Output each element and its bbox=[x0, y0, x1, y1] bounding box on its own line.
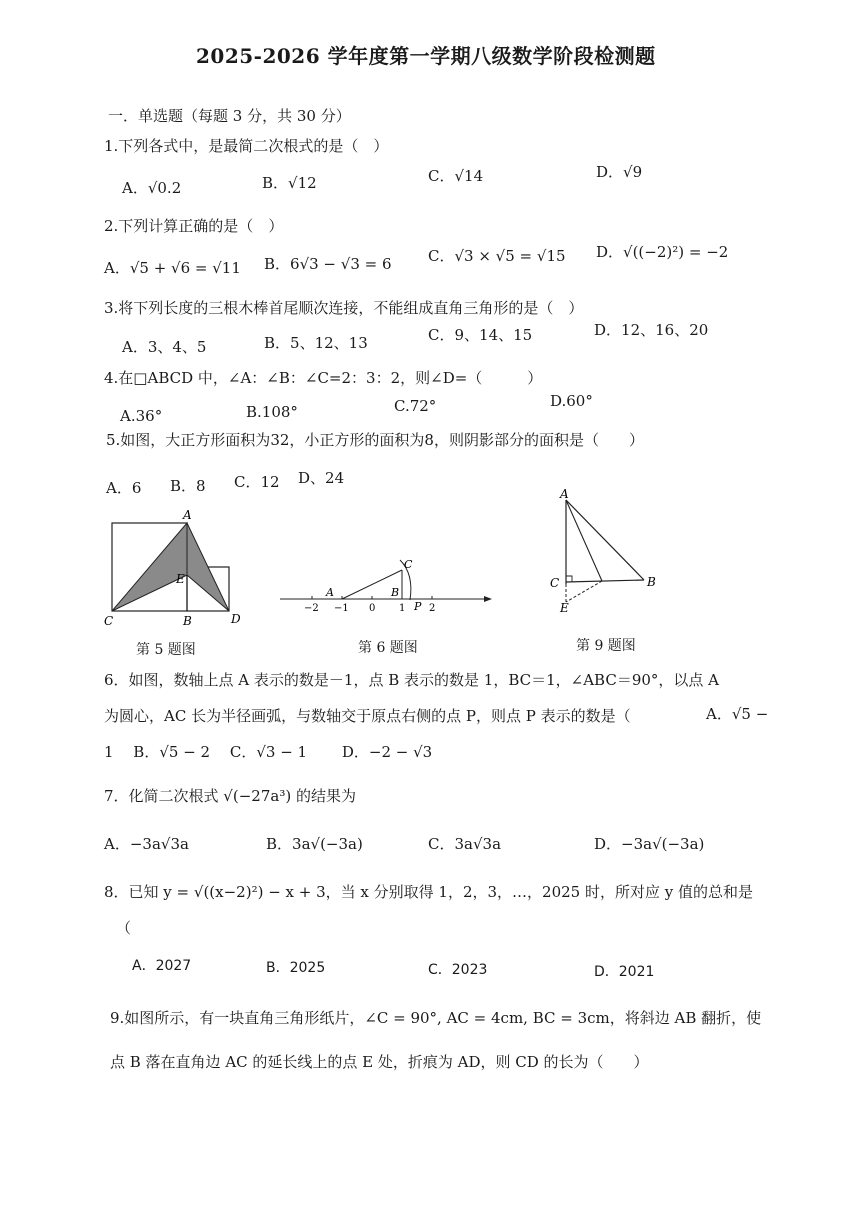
q7-option-c[interactable]: C．3a√3a bbox=[428, 835, 502, 853]
q8-option-d[interactable]: D．2021 bbox=[594, 964, 655, 980]
q4-stem: 4.在□ABCD 中，∠A：∠B：∠C=2：3：2，则∠D=（ ） bbox=[104, 369, 543, 387]
q4-option-d[interactable]: D.60° bbox=[550, 392, 593, 410]
q8-option-c[interactable]: C．2023 bbox=[428, 962, 488, 978]
figure-5-squares bbox=[100, 505, 250, 635]
q8-option-b[interactable]: B．2025 bbox=[266, 960, 326, 976]
fig5-caption: 第 5 题图 bbox=[136, 642, 196, 658]
q5-option-d[interactable]: D、24 bbox=[298, 469, 345, 487]
q5-option-c[interactable]: C．12 bbox=[234, 473, 280, 491]
q4-option-c[interactable]: C.72° bbox=[394, 397, 437, 415]
fig5-label-c: C bbox=[104, 614, 114, 628]
fig6-label-b: B bbox=[391, 586, 400, 599]
q8-stem: 8．已知 y = √((x−2)²) − x + 3，当 x 分别取得 1，2，3，…，2025 时，所对应 y 值的总和是 bbox=[104, 883, 754, 901]
fig6-caption: 第 6 题图 bbox=[358, 640, 418, 656]
q1-option-d[interactable]: D．√9 bbox=[596, 163, 643, 181]
fig6-tick-neg1: −1 bbox=[334, 603, 349, 614]
fig6-label-c: C bbox=[404, 558, 413, 571]
q8-paren: （ bbox=[116, 919, 132, 937]
q6-line3-options[interactable]: 1 B．√5 − 2 C．√3 − 1 D．−2 − √3 bbox=[104, 743, 433, 761]
exam-title: 2025-2026 学年度第一学期八级数学阶段检测题 bbox=[196, 44, 656, 68]
q8-option-a[interactable]: A．2027 bbox=[132, 958, 192, 974]
q2-option-c[interactable]: C．√3 × √5 = √15 bbox=[428, 247, 566, 265]
fig9-label-c: C bbox=[550, 576, 560, 590]
q5-stem: 5.如图，大正方形面积为32，小正方形的面积为8，则阴影部分的面积是（ ） bbox=[106, 431, 644, 449]
fig5-label-b: B bbox=[183, 614, 192, 628]
q7-option-a[interactable]: A．−3a√3a bbox=[104, 835, 189, 853]
q3-option-b[interactable]: B．5、12、13 bbox=[264, 334, 368, 352]
q5-option-a[interactable]: A．6 bbox=[106, 479, 142, 497]
q3-option-a[interactable]: A．3、4、5 bbox=[122, 338, 207, 356]
q4-option-b[interactable]: B.108° bbox=[246, 403, 298, 421]
q1-stem: 1.下列各式中，是最简二次根式的是（ ） bbox=[104, 137, 389, 155]
q1-option-a[interactable]: A．√0.2 bbox=[122, 179, 182, 197]
q5-option-b[interactable]: B．8 bbox=[170, 477, 206, 495]
fig6-tick-1: 1 bbox=[399, 603, 406, 614]
q2-option-b[interactable]: B．6√3 − √3 = 6 bbox=[264, 255, 392, 273]
q9-line2: 点 B 落在直角边 AC 的延长线上的点 E 处，折痕为 AD，则 CD 的长为（ ） bbox=[110, 1053, 649, 1071]
q6-line1: 6．如图，数轴上点 A 表示的数是－1，点 B 表示的数是 1，BC＝1，∠ABC＝90°，以点 A bbox=[104, 671, 720, 689]
q1-option-b[interactable]: B．√12 bbox=[262, 174, 317, 192]
fig5-label-a: A bbox=[183, 508, 192, 522]
fig6-tick-neg2: −2 bbox=[304, 603, 319, 614]
figure-6-number-line bbox=[278, 556, 498, 616]
q6-option-a[interactable]: A．√5 − bbox=[706, 705, 769, 723]
q3-stem: 3.将下列长度的三根木棒首尾顺次连接，不能组成直角三角形的是（ ） bbox=[104, 299, 584, 317]
fig6-tick-2: 2 bbox=[429, 603, 436, 614]
fig6-tick-0: 0 bbox=[369, 603, 376, 614]
fig9-label-b: B bbox=[647, 575, 656, 589]
q2-stem: 2.下列计算正确的是（ ） bbox=[104, 217, 284, 235]
section-heading: 一．单选题（每题 3 分，共 30 分） bbox=[108, 107, 351, 125]
q1-option-c[interactable]: C．√14 bbox=[428, 167, 484, 185]
fig6-label-a: A bbox=[326, 586, 334, 599]
figure-9-triangle bbox=[548, 488, 668, 618]
q3-option-d[interactable]: D．12、16、20 bbox=[594, 321, 709, 339]
q9-line1: 9.如图所示，有一块直角三角形纸片，∠C = 90°, AC = 4cm, BC = 3cm，将斜边 AB 翻折，使 bbox=[110, 1009, 762, 1027]
q7-option-d[interactable]: D．−3a√(−3a) bbox=[594, 835, 705, 853]
q6-line2: 为圆心，AC 长为半径画弧，与数轴交于原点右侧的点 P，则点 P 表示的数是（ bbox=[104, 707, 631, 725]
q2-option-a[interactable]: A．√5 + √6 = √11 bbox=[104, 259, 241, 277]
fig9-label-e: E bbox=[560, 601, 569, 615]
fig5-shaded-left bbox=[112, 523, 187, 611]
fig5-label-d: D bbox=[231, 612, 241, 626]
q7-option-b[interactable]: B．3a√(−3a) bbox=[266, 835, 363, 853]
q3-option-c[interactable]: C．9、14、15 bbox=[428, 326, 533, 344]
q4-option-a[interactable]: A.36° bbox=[120, 407, 163, 425]
fig9-label-a: A bbox=[560, 487, 569, 501]
fig9-caption: 第 9 题图 bbox=[576, 638, 636, 654]
fig6-label-p: P bbox=[414, 600, 422, 613]
fig5-label-e: E bbox=[176, 572, 185, 586]
q7-stem: 7．化简二次根式 √(−27a³) 的结果为 bbox=[104, 787, 356, 805]
q2-option-d[interactable]: D．√((−2)²) = −2 bbox=[596, 243, 729, 261]
